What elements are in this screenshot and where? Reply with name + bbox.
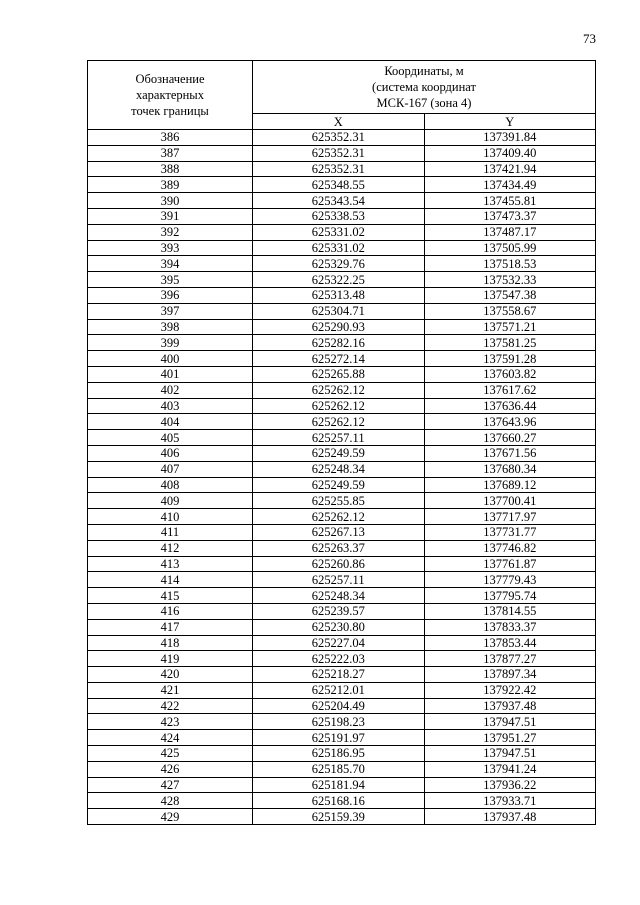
y-coordinate-cell: 137936.22 (424, 777, 596, 793)
x-coordinate-cell: 625168.16 (253, 793, 425, 809)
y-coordinate-cell: 137700.41 (424, 493, 596, 509)
y-coordinate-cell: 137532.33 (424, 272, 596, 288)
point-header-line: характерных (136, 88, 204, 102)
x-coordinate-cell: 625348.55 (253, 177, 425, 193)
y-coordinate-cell: 137922.42 (424, 682, 596, 698)
page-number: 73 (583, 31, 596, 46)
table-row (88, 667, 596, 683)
point-number-cell: 420 (88, 667, 253, 683)
table-row (88, 414, 596, 430)
y-coordinate-cell: 137947.51 (424, 746, 596, 762)
point-number-cell: 407 (88, 461, 253, 477)
point-number-cell: 410 (88, 509, 253, 525)
x-coordinate-cell: 625248.34 (253, 588, 425, 604)
table-row (88, 572, 596, 588)
table-row (88, 556, 596, 572)
point-number-cell: 412 (88, 540, 253, 556)
table-row (88, 161, 596, 177)
point-number-cell: 398 (88, 319, 253, 335)
x-coordinate-cell: 625322.25 (253, 272, 425, 288)
point-number-cell: 401 (88, 366, 253, 382)
point-number-cell: 423 (88, 714, 253, 730)
x-coordinate-cell: 625352.31 (253, 145, 425, 161)
x-coordinate-cell: 625331.02 (253, 224, 425, 240)
coords-header-line: (система координат (372, 80, 476, 94)
table-row (88, 240, 596, 256)
point-number-cell: 406 (88, 445, 253, 461)
coordinates-table (87, 60, 596, 825)
table-row (88, 540, 596, 556)
y-coordinate-cell: 137947.51 (424, 714, 596, 730)
table-row (88, 477, 596, 493)
x-coordinate-cell: 625186.95 (253, 746, 425, 762)
y-coordinate-cell: 137473.37 (424, 208, 596, 224)
table-row (88, 319, 596, 335)
table-row (88, 351, 596, 367)
point-number-cell: 424 (88, 730, 253, 746)
table-row (88, 509, 596, 525)
table-header (88, 61, 596, 130)
point-number-cell: 399 (88, 335, 253, 351)
y-coordinate-cell: 137689.12 (424, 477, 596, 493)
point-number-cell: 416 (88, 603, 253, 619)
table-row (88, 445, 596, 461)
y-coordinate-cell: 137877.27 (424, 651, 596, 667)
table-row (88, 730, 596, 746)
point-number-cell: 402 (88, 382, 253, 398)
x-coordinate-cell: 625181.94 (253, 777, 425, 793)
table-row (88, 493, 596, 509)
table-row (88, 430, 596, 446)
table-row (88, 793, 596, 809)
y-coordinate-cell: 137897.34 (424, 667, 596, 683)
table-header-row (88, 61, 596, 114)
point-number-cell: 396 (88, 287, 253, 303)
point-number-cell: 405 (88, 430, 253, 446)
y-coordinate-cell: 137814.55 (424, 603, 596, 619)
table-row (88, 461, 596, 477)
table-row (88, 193, 596, 209)
x-coordinate-cell: 625218.27 (253, 667, 425, 683)
point-number-cell: 397 (88, 303, 253, 319)
y-coordinate-cell: 137717.97 (424, 509, 596, 525)
y-coordinate-cell: 137643.96 (424, 414, 596, 430)
point-number-cell: 413 (88, 556, 253, 572)
y-coordinate-cell: 137547.38 (424, 287, 596, 303)
y-coordinate-cell: 137505.99 (424, 240, 596, 256)
y-coordinate-cell: 137617.62 (424, 382, 596, 398)
point-number-cell: 387 (88, 145, 253, 161)
point-number-cell: 386 (88, 130, 253, 146)
table-row (88, 682, 596, 698)
x-coordinate-cell: 625262.12 (253, 382, 425, 398)
point-number-cell: 403 (88, 398, 253, 414)
y-coordinate-cell: 137603.82 (424, 366, 596, 382)
y-coordinate-cell: 137518.53 (424, 256, 596, 272)
point-number-cell: 422 (88, 698, 253, 714)
table-row (88, 619, 596, 635)
point-number-cell: 411 (88, 524, 253, 540)
point-header-line: точек границы (131, 104, 209, 118)
y-coordinate-cell: 137795.74 (424, 588, 596, 604)
y-coordinate-cell: 137581.25 (424, 335, 596, 351)
point-number-cell: 425 (88, 746, 253, 762)
y-coordinate-cell: 137571.21 (424, 319, 596, 335)
point-number-cell: 408 (88, 477, 253, 493)
y-coordinate-cell: 137391.84 (424, 130, 596, 146)
point-number-cell: 427 (88, 777, 253, 793)
table-row (88, 382, 596, 398)
x-coordinate-cell: 625352.31 (253, 130, 425, 146)
x-column-header: X (253, 114, 425, 130)
x-coordinate-cell: 625230.80 (253, 619, 425, 635)
point-number-cell: 395 (88, 272, 253, 288)
point-number-cell: 429 (88, 809, 253, 825)
x-coordinate-cell: 625263.37 (253, 540, 425, 556)
table-row (88, 208, 596, 224)
point-number-cell: 400 (88, 351, 253, 367)
y-coordinate-cell: 137487.17 (424, 224, 596, 240)
y-coordinate-cell: 137421.94 (424, 161, 596, 177)
y-coordinate-cell: 137937.48 (424, 698, 596, 714)
point-designation-header (88, 61, 253, 130)
point-number-cell: 409 (88, 493, 253, 509)
table-row (88, 256, 596, 272)
x-coordinate-cell: 625262.12 (253, 398, 425, 414)
coords-header-line: Координаты, м (384, 64, 464, 78)
x-coordinate-cell: 625198.23 (253, 714, 425, 730)
point-number-cell: 419 (88, 651, 253, 667)
table-row (88, 224, 596, 240)
y-coordinate-cell: 137779.43 (424, 572, 596, 588)
x-coordinate-cell: 625262.12 (253, 509, 425, 525)
table-row (88, 746, 596, 762)
y-coordinate-cell: 137933.71 (424, 793, 596, 809)
point-number-cell: 418 (88, 635, 253, 651)
x-coordinate-cell: 625212.01 (253, 682, 425, 698)
x-coordinate-cell: 625304.71 (253, 303, 425, 319)
table-row (88, 809, 596, 825)
point-number-cell: 392 (88, 224, 253, 240)
x-coordinate-cell: 625191.97 (253, 730, 425, 746)
point-number-cell: 417 (88, 619, 253, 635)
point-header-line: Обозначение (135, 72, 205, 86)
coords-header-line: МСК-167 (зона 4) (376, 96, 472, 110)
table-row (88, 366, 596, 382)
x-coordinate-cell: 625255.85 (253, 493, 425, 509)
point-number-cell: 414 (88, 572, 253, 588)
x-coordinate-cell: 625159.39 (253, 809, 425, 825)
point-number-cell: 421 (88, 682, 253, 698)
y-coordinate-cell: 137746.82 (424, 540, 596, 556)
y-coordinate-cell: 137680.34 (424, 461, 596, 477)
y-coordinate-cell: 137591.28 (424, 351, 596, 367)
table-row (88, 130, 596, 146)
table-row (88, 272, 596, 288)
point-number-cell: 428 (88, 793, 253, 809)
x-coordinate-cell: 625204.49 (253, 698, 425, 714)
y-coordinate-cell: 137937.48 (424, 809, 596, 825)
x-coordinate-cell: 625331.02 (253, 240, 425, 256)
x-coordinate-cell: 625262.12 (253, 414, 425, 430)
x-coordinate-cell: 625227.04 (253, 635, 425, 651)
y-coordinate-cell: 137636.44 (424, 398, 596, 414)
y-coordinate-cell: 137434.49 (424, 177, 596, 193)
x-coordinate-cell: 625257.11 (253, 572, 425, 588)
table-row (88, 177, 596, 193)
x-coordinate-cell: 625248.34 (253, 461, 425, 477)
table-row (88, 524, 596, 540)
table-row (88, 635, 596, 651)
table-row (88, 588, 596, 604)
point-number-cell: 391 (88, 208, 253, 224)
x-coordinate-cell: 625267.13 (253, 524, 425, 540)
y-coordinate-cell: 137455.81 (424, 193, 596, 209)
table-row (88, 714, 596, 730)
x-coordinate-cell: 625239.57 (253, 603, 425, 619)
y-coordinate-cell: 137761.87 (424, 556, 596, 572)
x-coordinate-cell: 625222.03 (253, 651, 425, 667)
point-number-cell: 394 (88, 256, 253, 272)
x-coordinate-cell: 625329.76 (253, 256, 425, 272)
table-row (88, 651, 596, 667)
table-row (88, 145, 596, 161)
x-coordinate-cell: 625338.53 (253, 208, 425, 224)
x-coordinate-cell: 625313.48 (253, 287, 425, 303)
x-coordinate-cell: 625249.59 (253, 445, 425, 461)
table-row (88, 287, 596, 303)
table-row (88, 761, 596, 777)
x-coordinate-cell: 625265.88 (253, 366, 425, 382)
point-number-cell: 390 (88, 193, 253, 209)
x-coordinate-cell: 625272.14 (253, 351, 425, 367)
y-coordinate-cell: 137671.56 (424, 445, 596, 461)
y-column-header: Y (424, 114, 596, 130)
y-coordinate-cell: 137951.27 (424, 730, 596, 746)
y-coordinate-cell: 137941.24 (424, 761, 596, 777)
point-number-cell: 393 (88, 240, 253, 256)
x-coordinate-cell: 625249.59 (253, 477, 425, 493)
coordinates-header (253, 61, 596, 114)
x-coordinate-cell: 625343.54 (253, 193, 425, 209)
x-coordinate-cell: 625290.93 (253, 319, 425, 335)
y-coordinate-cell: 137558.67 (424, 303, 596, 319)
x-coordinate-cell: 625352.31 (253, 161, 425, 177)
table-body (88, 130, 596, 825)
x-coordinate-cell: 625185.70 (253, 761, 425, 777)
x-coordinate-cell: 625257.11 (253, 430, 425, 446)
table-row (88, 777, 596, 793)
table-row (88, 335, 596, 351)
table-row (88, 603, 596, 619)
y-coordinate-cell: 137409.40 (424, 145, 596, 161)
point-number-cell: 388 (88, 161, 253, 177)
point-number-cell: 426 (88, 761, 253, 777)
table-row (88, 698, 596, 714)
table-row (88, 398, 596, 414)
point-number-cell: 415 (88, 588, 253, 604)
point-number-cell: 404 (88, 414, 253, 430)
point-number-cell: 389 (88, 177, 253, 193)
y-coordinate-cell: 137853.44 (424, 635, 596, 651)
x-coordinate-cell: 625260.86 (253, 556, 425, 572)
table-row (88, 303, 596, 319)
y-coordinate-cell: 137731.77 (424, 524, 596, 540)
x-coordinate-cell: 625282.16 (253, 335, 425, 351)
y-coordinate-cell: 137660.27 (424, 430, 596, 446)
y-coordinate-cell: 137833.37 (424, 619, 596, 635)
